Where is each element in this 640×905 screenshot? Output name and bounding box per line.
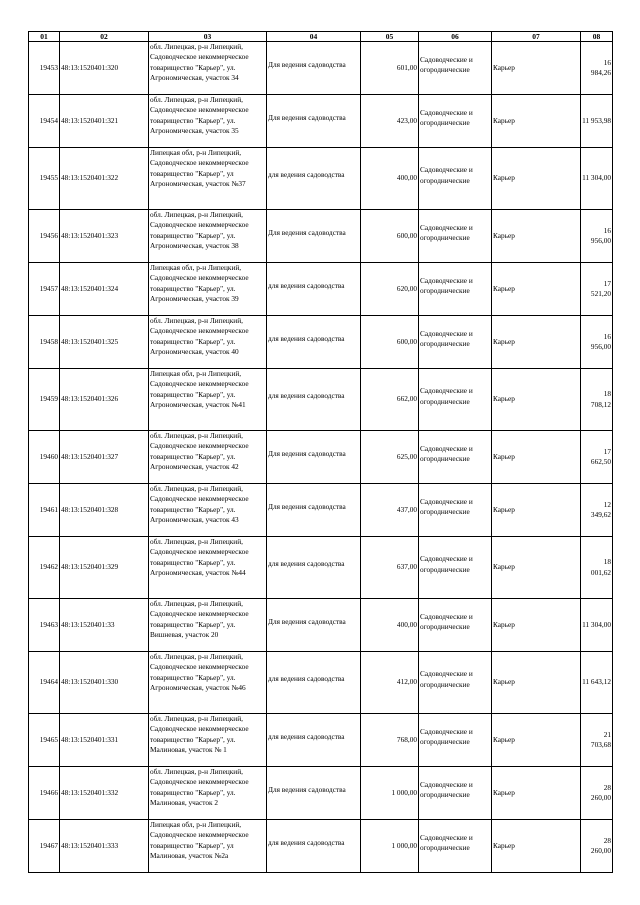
area-cell <box>361 210 419 263</box>
address-cell <box>149 484 267 537</box>
land-category-text: Садоводческие и огороднические <box>420 328 473 348</box>
address-text: обл. Липецкая, р-н Липецкий, Садоводческое некоммерческое товарищество "Карьер", ул. Вишневая, участок 20 <box>150 599 249 640</box>
locality-cell <box>492 316 581 369</box>
area-text: 400,00 <box>396 173 417 183</box>
land-category-text: Садоводческие и огороднические <box>420 496 473 516</box>
cadastral-number-text: 48:13:1520401:324 <box>61 283 119 293</box>
permitted-use-cell <box>267 537 361 599</box>
table-body <box>29 42 613 873</box>
land-category-text: Садоводческие и огороднические <box>420 669 473 689</box>
permitted-use-text: Для ведения садоводства <box>268 616 346 626</box>
cadastral-value-cell <box>581 42 613 95</box>
land-category-cell <box>419 263 492 316</box>
address-cell <box>149 714 267 767</box>
cadastral-value-cell <box>581 820 613 873</box>
address-cell <box>149 95 267 148</box>
address-cell <box>149 767 267 820</box>
permitted-use-text: Для ведения садоводства <box>268 784 346 794</box>
land-category-text: Садоводческие и огороднические <box>420 107 473 127</box>
cadastral-value-text: 18 708,12 <box>590 389 611 409</box>
area-cell <box>361 599 419 652</box>
cadastral-value-text: 11 643,12 <box>582 677 611 687</box>
address-text: обл. Липецкая, р-н Липецкий, Садоводческое некоммерческое товарищество "Карьер", ул. Агрономическая, участок 42 <box>150 431 249 472</box>
row-number-cell <box>29 714 60 767</box>
address-text: Липецкая обл, р-н Липецкий, Садоводческое некоммерческое товарищество "Карьер", ул. Агрономическая, участок №41 <box>150 369 249 410</box>
table-row <box>29 714 613 767</box>
cadastral-number-text: 48:13:1520401:320 <box>61 62 119 72</box>
col-header-07: 07 <box>492 32 581 42</box>
row-number-text: 19457 <box>39 283 58 293</box>
cadastral-number-text: 48:13:1520401:331 <box>61 734 119 744</box>
cadastral-number-text: 48:13:1520401:321 <box>61 115 119 125</box>
cadastral-value-text: 11 953,98 <box>582 115 611 125</box>
cadastral-number-text: 48:13:1520401:328 <box>61 504 119 514</box>
permitted-use-text: Для ведения садоводства <box>268 112 346 122</box>
table-row <box>29 263 613 316</box>
row-number-text: 19461 <box>39 504 58 514</box>
land-category-cell <box>419 431 492 484</box>
land-category-text: Садоводческие и огороднические <box>420 779 473 799</box>
locality-cell <box>492 369 581 431</box>
area-text: 1 000,00 <box>391 787 417 797</box>
locality-cell <box>492 95 581 148</box>
land-category-text: Садоводческие и огороднические <box>420 611 473 631</box>
cadastral-number-cell <box>60 714 149 767</box>
cadastral-number-text: 48:13:1520401:327 <box>61 451 119 461</box>
table-row <box>29 42 613 95</box>
permitted-use-cell <box>267 42 361 95</box>
cadastral-value-cell <box>581 210 613 263</box>
area-cell <box>361 652 419 714</box>
locality-text: Карьер <box>493 562 515 572</box>
permitted-use-text: Для ведения садоводства <box>268 227 346 237</box>
permitted-use-text: Для ведения садоводства <box>268 59 346 69</box>
permitted-use-cell <box>267 95 361 148</box>
cadastral-value-cell <box>581 316 613 369</box>
address-cell <box>149 369 267 431</box>
address-cell <box>149 42 267 95</box>
cadastral-number-cell <box>60 431 149 484</box>
area-cell <box>361 316 419 369</box>
address-cell <box>149 537 267 599</box>
address-text: обл. Липецкая, р-н Липецкий, Садоводческое некоммерческое товарищество "Карьер", ул. Малиновая, участок № 1 <box>150 714 249 755</box>
locality-text: Карьер <box>493 504 515 514</box>
land-category-cell <box>419 316 492 369</box>
land-category-text: Садоводческие и огороднические <box>420 386 473 406</box>
land-category-cell <box>419 599 492 652</box>
cadastral-value-text: 11 304,00 <box>582 619 611 629</box>
land-category-text: Садоводческие и огороднические <box>420 275 473 295</box>
row-number-cell <box>29 95 60 148</box>
locality-text: Карьер <box>493 283 515 293</box>
area-text: 601,00 <box>396 62 417 72</box>
cadastral-number-cell <box>60 767 149 820</box>
header-row <box>29 32 613 42</box>
permitted-use-cell <box>267 714 361 767</box>
table-row <box>29 652 613 714</box>
row-number-cell <box>29 42 60 95</box>
area-cell <box>361 537 419 599</box>
locality-cell <box>492 820 581 873</box>
address-text: обл. Липецкая, р-н Липецкий, Садоводческое некоммерческое товарищество "Карьер", ул. Малиновая, участок 2 <box>150 767 249 808</box>
permitted-use-text: для ведения садоводства <box>268 280 345 290</box>
cadastral-value-text: 16 956,00 <box>590 331 611 351</box>
land-category-cell <box>419 820 492 873</box>
cadastral-number-text: 48:13:1520401:325 <box>61 336 119 346</box>
row-number-cell <box>29 652 60 714</box>
area-text: 412,00 <box>396 677 417 687</box>
row-number-cell <box>29 148 60 210</box>
row-number-cell <box>29 599 60 652</box>
land-category-cell <box>419 148 492 210</box>
cadastral-number-cell <box>60 210 149 263</box>
permitted-use-text: Для ведения садоводства <box>268 448 346 458</box>
locality-text: Карьер <box>493 734 515 744</box>
address-cell <box>149 652 267 714</box>
cadastral-value-cell <box>581 767 613 820</box>
table-row <box>29 148 613 210</box>
col-header-05: 05 <box>361 32 419 42</box>
permitted-use-text: для ведения садоводства <box>268 837 345 847</box>
cadastral-value-cell <box>581 714 613 767</box>
address-cell <box>149 263 267 316</box>
locality-cell <box>492 210 581 263</box>
address-text: обл. Липецкая, р-н Липецкий, Садоводческое некоммерческое товарищество "Карьер", ул. Агрономическая, участок 43 <box>150 484 249 525</box>
area-text: 1 000,00 <box>391 840 417 850</box>
row-number-text: 19462 <box>39 562 58 572</box>
cadastral-value-text: 17 662,50 <box>590 446 611 466</box>
cadastral-value-cell <box>581 369 613 431</box>
locality-text: Карьер <box>493 62 515 72</box>
land-category-cell <box>419 42 492 95</box>
cadastral-number-cell <box>60 148 149 210</box>
row-number-text: 19455 <box>39 173 58 183</box>
cadastral-value-cell <box>581 599 613 652</box>
permitted-use-cell <box>267 263 361 316</box>
area-cell <box>361 263 419 316</box>
permitted-use-text: для ведения садоводства <box>268 731 345 741</box>
locality-text: Карьер <box>493 677 515 687</box>
permitted-use-text: Для ведения садоводства <box>268 501 346 511</box>
area-text: 625,00 <box>396 451 417 461</box>
cadastral-number-cell <box>60 95 149 148</box>
cadastral-value-cell <box>581 484 613 537</box>
land-category-text: Садоводческие и огороднические <box>420 554 473 574</box>
locality-cell <box>492 431 581 484</box>
table-row <box>29 431 613 484</box>
address-text: обл. Липецкая, р-н Липецкий, Садоводческое некоммерческое товарищество "Карьер", ул. Агрономическая, участок №46 <box>150 652 249 693</box>
locality-text: Карьер <box>493 394 515 404</box>
row-number-text: 19466 <box>39 787 58 797</box>
table-row <box>29 767 613 820</box>
cadastral-number-cell <box>60 820 149 873</box>
col-header-03: 03 <box>149 32 267 42</box>
address-cell <box>149 210 267 263</box>
locality-cell <box>492 42 581 95</box>
col-header-08: 08 <box>581 32 613 42</box>
cadastral-number-text: 48:13:1520401:33 <box>61 619 115 629</box>
row-number-text: 19454 <box>39 115 58 125</box>
locality-cell <box>492 484 581 537</box>
cadastral-number-cell <box>60 599 149 652</box>
row-number-text: 19465 <box>39 734 58 744</box>
area-text: 662,00 <box>396 394 417 404</box>
table-row <box>29 95 613 148</box>
cadastral-value-text: 12 349,62 <box>590 499 611 519</box>
locality-text: Карьер <box>493 115 515 125</box>
row-number-cell <box>29 431 60 484</box>
cadastral-value-cell <box>581 148 613 210</box>
permitted-use-text: для ведения садоводства <box>268 674 345 684</box>
cadastral-number-text: 48:13:1520401:329 <box>61 562 119 572</box>
table-row <box>29 316 613 369</box>
land-category-cell <box>419 714 492 767</box>
locality-cell <box>492 767 581 820</box>
address-text: Липецкая обл, р-н Липецкий, Садоводческое некоммерческое товарищество "Карьер", ул. Агрономическая, участок 39 <box>150 263 249 304</box>
col-header-02: 02 <box>60 32 149 42</box>
locality-text: Карьер <box>493 787 515 797</box>
land-category-text: Садоводческие и огороднические <box>420 222 473 242</box>
locality-text: Карьер <box>493 619 515 629</box>
address-cell <box>149 431 267 484</box>
row-number-text: 19460 <box>39 451 58 461</box>
cadastral-value-text: 17 521,20 <box>590 278 611 298</box>
land-category-cell <box>419 95 492 148</box>
cadastral-value-cell <box>581 263 613 316</box>
locality-cell <box>492 148 581 210</box>
row-number-cell <box>29 210 60 263</box>
row-number-text: 19464 <box>39 677 58 687</box>
address-text: обл. Липецкая, р-н Липецкий, Садоводческое некоммерческое товарищество "Карьер", ул. Агрономическая, участок №44 <box>150 537 249 578</box>
cadastral-value-text: 11 304,00 <box>582 173 611 183</box>
land-category-text: Садоводческие и огороднические <box>420 54 473 74</box>
land-category-text: Садоводческие и огороднические <box>420 832 473 852</box>
row-number-text: 19458 <box>39 336 58 346</box>
permitted-use-cell <box>267 652 361 714</box>
address-cell <box>149 148 267 210</box>
area-cell <box>361 42 419 95</box>
cadastral-value-cell <box>581 431 613 484</box>
row-number-cell <box>29 369 60 431</box>
permitted-use-cell <box>267 599 361 652</box>
cadastral-number-text: 48:13:1520401:322 <box>61 173 119 183</box>
cadastral-value-cell <box>581 652 613 714</box>
row-number-cell <box>29 263 60 316</box>
area-text: 423,00 <box>396 115 417 125</box>
area-text: 600,00 <box>396 230 417 240</box>
land-category-cell <box>419 210 492 263</box>
cadastral-number-text: 48:13:1520401:326 <box>61 394 119 404</box>
cadastral-number-text: 48:13:1520401:332 <box>61 787 119 797</box>
land-category-cell <box>419 652 492 714</box>
row-number-text: 19467 <box>39 840 58 850</box>
area-cell <box>361 369 419 431</box>
land-category-cell <box>419 537 492 599</box>
table-row <box>29 599 613 652</box>
cadastral-number-cell <box>60 42 149 95</box>
locality-cell <box>492 537 581 599</box>
permitted-use-text: для ведения садоводства <box>268 391 345 401</box>
cadastral-value-text: 16 984,26 <box>590 57 611 77</box>
table-row <box>29 210 613 263</box>
row-number-cell <box>29 820 60 873</box>
col-header-06: 06 <box>419 32 492 42</box>
land-category-cell <box>419 767 492 820</box>
cadastral-value-text: 18 001,62 <box>590 557 611 577</box>
row-number-cell <box>29 484 60 537</box>
area-text: 437,00 <box>396 504 417 514</box>
cadastral-number-cell <box>60 652 149 714</box>
cadastral-value-text: 21 703,68 <box>590 729 611 749</box>
cadastral-value-text: 28 260,00 <box>590 782 611 802</box>
land-category-text: Садоводческие и огороднические <box>420 726 473 746</box>
address-text: обл. Липецкая, р-н Липецкий, Садоводческое некоммерческое товарищество "Карьер", ул. Агрономическая, участок 34 <box>150 42 249 83</box>
address-text: обл. Липецкая, р-н Липецкий, Садоводческое некоммерческое товарищество "Карьер", ул. Агрономическая, участок 40 <box>150 316 249 357</box>
area-text: 637,00 <box>396 562 417 572</box>
area-cell <box>361 431 419 484</box>
cadastral-number-cell <box>60 316 149 369</box>
land-category-text: Садоводческие и огороднические <box>420 165 473 185</box>
permitted-use-cell <box>267 484 361 537</box>
area-cell <box>361 820 419 873</box>
row-number-text: 19463 <box>39 619 58 629</box>
locality-text: Карьер <box>493 451 515 461</box>
cadastral-value-text: 16 956,00 <box>590 225 611 245</box>
row-number-cell <box>29 767 60 820</box>
cadastral-value-cell <box>581 537 613 599</box>
address-text: обл. Липецкая, р-н Липецкий, Садоводческое некоммерческое товарищество "Карьер", ул. Агрономическая, участок 38 <box>150 210 249 251</box>
land-category-cell <box>419 484 492 537</box>
area-text: 400,00 <box>396 619 417 629</box>
locality-text: Карьер <box>493 336 515 346</box>
col-header-04: 04 <box>267 32 361 42</box>
address-text: Липецкая обл, р-н Липецкий, Садоводческое некоммерческое товарищество "Карьер", ул Агрономическая, участок №37 <box>150 148 249 189</box>
area-text: 620,00 <box>396 283 417 293</box>
area-text: 600,00 <box>396 336 417 346</box>
area-cell <box>361 484 419 537</box>
row-number-text: 19459 <box>39 394 58 404</box>
address-cell <box>149 316 267 369</box>
cadastral-number-text: 48:13:1520401:323 <box>61 230 119 240</box>
cadastral-number-cell <box>60 369 149 431</box>
locality-cell <box>492 652 581 714</box>
permitted-use-cell <box>267 316 361 369</box>
permitted-use-cell <box>267 148 361 210</box>
address-text: обл. Липецкая, р-н Липецкий, Садоводческое некоммерческое товарищество "Карьер", ул. Агрономическая, участок 35 <box>150 95 249 136</box>
permitted-use-text: для ведения садоводства <box>268 170 345 180</box>
cadastral-number-cell <box>60 484 149 537</box>
col-header-01: 01 <box>29 32 60 42</box>
land-category-text: Садоводческие и огороднические <box>420 443 473 463</box>
locality-cell <box>492 714 581 767</box>
table-row <box>29 537 613 599</box>
locality-cell <box>492 599 581 652</box>
area-cell <box>361 714 419 767</box>
cadastral-number-text: 48:13:1520401:333 <box>61 840 119 850</box>
permitted-use-cell <box>267 431 361 484</box>
area-text: 768,00 <box>396 734 417 744</box>
permitted-use-cell <box>267 369 361 431</box>
address-cell <box>149 820 267 873</box>
cadastral-value-cell <box>581 95 613 148</box>
locality-cell <box>492 263 581 316</box>
row-number-cell <box>29 316 60 369</box>
permitted-use-cell <box>267 767 361 820</box>
row-number-text: 19456 <box>39 230 58 240</box>
area-cell <box>361 767 419 820</box>
area-cell <box>361 95 419 148</box>
land-category-cell <box>419 369 492 431</box>
address-cell <box>149 599 267 652</box>
locality-text: Карьер <box>493 173 515 183</box>
locality-text: Карьер <box>493 840 515 850</box>
locality-text: Карьер <box>493 230 515 240</box>
permitted-use-cell <box>267 820 361 873</box>
table-row <box>29 820 613 873</box>
cadastral-value-text: 28 260,00 <box>590 835 611 855</box>
row-number-text: 19453 <box>39 62 58 72</box>
permitted-use-text: для ведения садоводства <box>268 559 345 569</box>
address-text: Липецкая обл, р-н Липецкий, Садоводческое некоммерческое товарищество "Карьер", ул Малиновая, участок №2а <box>150 820 249 861</box>
cadastral-number-cell <box>60 537 149 599</box>
land-register-table <box>28 31 613 873</box>
table-row <box>29 369 613 431</box>
table-row <box>29 484 613 537</box>
cadastral-number-cell <box>60 263 149 316</box>
area-cell <box>361 148 419 210</box>
permitted-use-text: для ведения садоводства <box>268 333 345 343</box>
row-number-cell <box>29 537 60 599</box>
cadastral-number-text: 48:13:1520401:330 <box>61 677 119 687</box>
permitted-use-cell <box>267 210 361 263</box>
